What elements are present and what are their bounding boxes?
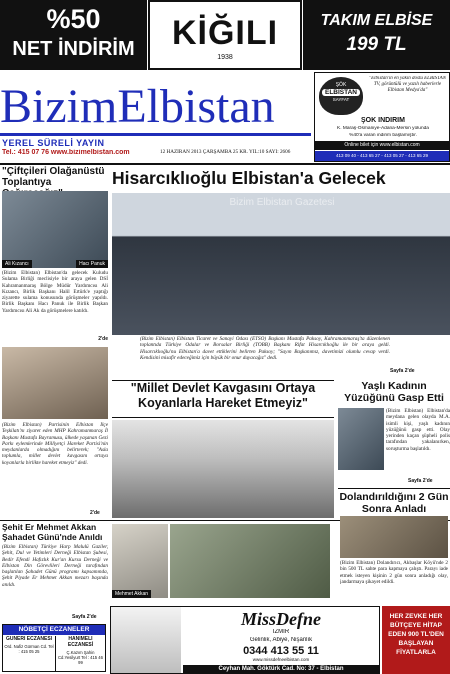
main-headline[interactable]: Hisarcıklıoğlu Elbistan'a Gelecek: [112, 168, 386, 188]
pharmacy-box[interactable]: [2, 624, 106, 672]
promo-logo-top: ŞÖK: [335, 82, 347, 88]
farmers-caption-right: Hacı Panuk: [76, 260, 108, 268]
ad-discount-text: NET İNDİRİM: [12, 38, 135, 60]
promo-sok-phones: 413 09 40 - 413 65 27 - 413 05 27 - 413 65 29: [315, 151, 449, 161]
martyr-body: (Bizim Elbistan) Türkiye Harp Malulü Gaziler, Şehit, Dul ve Yetimleri Derneği Elbistan Şubesi, Bedir Efendi Hafızlık Kur'an Kursu Derneği ve Elbistan Din Görevlileri Derneği tarafından başlatılan Şahadet Günü programı kapsamında, Şehit Piyade Er Mehmet Akkan mezarı başında anıldı.: [2, 544, 108, 588]
masthead-contact: Tel.: 415 07 76 www.bizimelbistan.com: [2, 149, 130, 156]
ad-suit[interactable]: [303, 0, 450, 70]
missdefne-city: İZMİR: [272, 629, 290, 635]
promo-logo-bottom: SAYFAT: [332, 97, 350, 102]
masthead: [0, 72, 311, 162]
masthead-subtitle: YEREL SÜRELİ YAYIN: [2, 138, 105, 148]
pharmacy-right-name: HANIMELİ ECZANESİ: [67, 636, 94, 648]
masthead-title[interactable]: BizimElbistan: [0, 78, 311, 136]
missdefne-phone: 0344 413 55 11: [243, 645, 319, 657]
missdefne-brand: MissDefne: [241, 609, 321, 629]
promo-sok-sub: K. Maraş-Osmaniye-Adana-Mersin yolunda: [337, 126, 429, 131]
ad-brand[interactable]: [148, 0, 302, 70]
article-farmers[interactable]: [2, 166, 108, 344]
elderly-photo: [338, 408, 384, 470]
fraud-headline: Dolandırıldığını 2 Gün Sonra Anladı: [338, 488, 450, 515]
pharmacy-right: [55, 636, 105, 672]
fraud-body: (Bizim Elbistan) Dolandırıcı, Akbaşlar Köyü'nde 2 bin 500 TL sahte para kapmaya çalıştı. Parayı iade etmek isteyen kişinin 2 gün sonra anladığı olay, jandarmaya şikayet edildi.: [340, 560, 448, 585]
elderly-headline: Yaşlı Kadının Yüzüğünü Gasp Etti: [344, 380, 444, 404]
promo-logo-name: ELBİSTAN: [322, 89, 360, 96]
missdefne-address: Ceyhan Mah. Göktürk Cad. No: 37 - Elbistan: [183, 665, 379, 674]
party-portrait-photo: [2, 347, 108, 419]
ad-discount-percent: %50: [46, 4, 101, 34]
martyr-grave-photo: [170, 524, 330, 598]
party-headline[interactable]: "Millet Devlet Kavgasını Ortaya Koyanlarla Hareket Etmeyiz": [112, 380, 334, 418]
pharmacy-left: [4, 636, 54, 672]
ad-brand-year: 1938: [217, 54, 233, 61]
fraud-photo: [340, 516, 448, 558]
pharmacy-title: NÖBETÇİ ECZANELER: [3, 625, 105, 635]
farmers-photo: [2, 191, 108, 268]
side-promo[interactable]: [314, 72, 450, 162]
main-page-ref: Sayfa 2'de: [390, 368, 415, 374]
martyr-page-ref: Sayfa 2'de: [72, 614, 97, 620]
missdefne-tagline: Gelinlik, Abiye, Nişanlık: [249, 637, 313, 643]
article-fraud[interactable]: [338, 488, 450, 606]
martyr-caption: Mehmet Akkan: [112, 590, 151, 598]
masthead-dateline: 12 HAZİRAN 2013 ÇARŞAMBA 25 KR. YIL:10 SAYI: 2606: [160, 149, 291, 155]
ad-discount[interactable]: [0, 0, 147, 70]
shield-logo-icon: [319, 77, 363, 115]
promo-title-text: "Elbistan'ın en yakın dostu ELBİSTAN TV, görüntülü ve yazılı haberlerle Elbistan Medya'da": [369, 76, 446, 93]
farmers-headline: "Çiftçileri Olağanüstü Toplantıya: [2, 166, 105, 188]
promo-sok-title: ŞOK İNDİRİM: [361, 117, 405, 124]
martyr-headline: Şehit Er Mehmet Akkan Şahadet Günü'nde Anıldı: [2, 522, 103, 542]
party-meeting-photo: [112, 420, 334, 518]
party-page-ref: 2'de: [90, 510, 100, 516]
article-elderly[interactable]: [338, 380, 450, 486]
main-body: (Bizim Elbistan) Elbistan Ticaret ve Sanayi Odası (ETSO) Başkanı Mustafa Paksoy, Kahramanmaraş'ta düzenlenen toplantıda Türkiye Odalar ve Borsalar Birliği (TOBB) Başkanı Rifat Hisarcıklıoğlu ile bir araya geldi. Hisarcıklıoğlu'nu Elbistan'a davet ettiklerini belirten Paksoy; "Sayın Başkanımız, davetimizi olumlu cevap verdi. Kendisini misafir edeceğimiz için büyük bir onur duyacağız" dedi.: [140, 336, 390, 361]
main-photo: [112, 193, 450, 335]
farmers-body: (Bizim Elbistan) Elbistan'da gelecek Kuludu Sulama Birliği meclisiyle bir araya gelen DSİ Kahramanmaraş Bölge Müdür Yardımcısı Ali Kızancı, Birlik Başkanı Halil Ertürk'e yaptığı ziyarette sulama konusunda görüşmeler yapıldı. Birlik Başkanı Hacı Panuk ile Birlik Başkan Yardımcısı Ali Ak da görüşmelere katıldı.: [2, 270, 108, 314]
missdefne-web: www.missdefneelbistan.com: [252, 657, 310, 662]
martyr-photo: [112, 524, 168, 598]
ad-suit-title: TAKIM ELBİSE: [320, 12, 433, 29]
top-divider: [0, 163, 450, 165]
main-photo-watermark: Bizim Elbistan Gazetesi: [229, 197, 335, 208]
ad-suit-price: 199 TL: [346, 34, 407, 55]
pharmacy-left-name: GÜNERİ ECZANESİ: [5, 636, 53, 642]
ad-missdefne[interactable]: [110, 606, 380, 674]
ad-dress-prices[interactable]: HER ZEVKE HER BÜTÇEYE HİTAP EDEN 900 TL'DEN BAŞLAYAN FİYATLARLA: [382, 606, 450, 674]
farmers-page-ref: 2'de: [98, 336, 108, 342]
promo-sok-web: Online bilet için www.elbistan.com: [315, 141, 449, 150]
pharmacy-left-addr: Ord. Nafiz Gürman Cd. Tel : 415 05 25: [4, 644, 54, 654]
party-body: (Bizim Elbistan) Partisinin Elbistan İlçe Teşkilatı'nı ziyaret eden MHP Kahramanmaraş İl Başkanı Mustafa Bayramusu, ülkede yaşanan Gezi Parkı eylemlerinde Milliyetçi Hareket Partisi'nin meydanlarda olmadığını belirterek; "Asla toplumla, millet devlet kavgasını ortaya koyanlarla birlikte hareket etmeyiz" dedi.: [2, 422, 108, 466]
farmers-caption-left: Ali Kızancı: [2, 260, 32, 268]
ad-brand-name: KİĞILI: [171, 14, 279, 52]
elderly-body: (Bizim Elbistan) Elbistan'da meydana gelen olayda M.A. isimli kişi, yaşlı kadının yüzüğünü gasp etti. Olay yerinden kaçan şüpheli polis tarafından yakalanırken, soruşturma başlatıldı.: [386, 408, 450, 452]
pharmacy-right-addr: Ç.Kazım Şahin Cd.Yesilyurt Tel : 415 46 99: [58, 650, 103, 665]
bride-photo: [111, 607, 181, 674]
promo-sok-sub2: %40'a varan indirim başlamıştır.: [349, 133, 417, 138]
elderly-page-ref: Sayfa 2'de: [408, 478, 433, 484]
